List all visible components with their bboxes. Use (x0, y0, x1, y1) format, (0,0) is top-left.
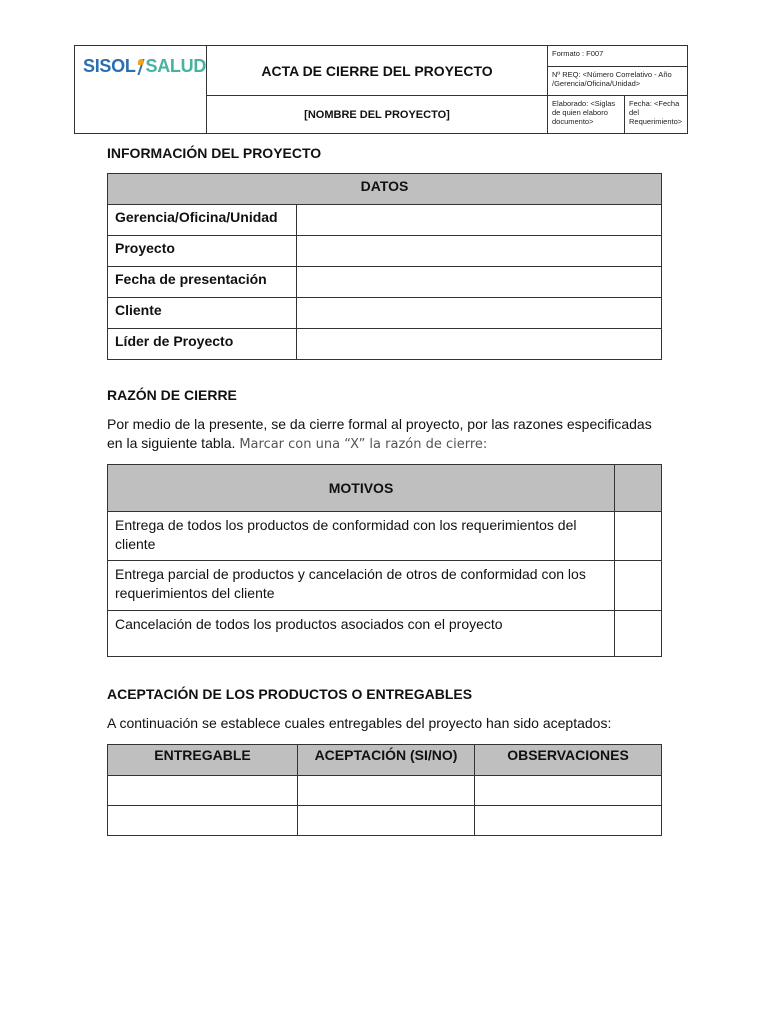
row-value[interactable] (297, 205, 662, 236)
col-header-aceptacion: ACEPTACIÓN (SI/NO) (298, 745, 475, 776)
table-row (108, 806, 662, 836)
request-number: Nº REQ: <Número Correlativo - Año /Gerencia/Oficina/Unidad> (548, 67, 688, 96)
deliverable-cell[interactable] (108, 806, 298, 836)
acceptance-cell[interactable] (298, 806, 475, 836)
document-header (74, 45, 688, 134)
deliverable-cell[interactable] (108, 776, 298, 806)
logo-text-sisol: SISOL (83, 56, 136, 76)
document-title: ACTA DE CIERRE DEL PROYECTO (207, 46, 548, 96)
reason-text: Entrega parcial de productos y cancelación de otros de conformidad con los requerimientos del cliente (108, 561, 615, 611)
row-label: Gerencia/Oficina/Unidad (108, 205, 297, 236)
razon-text: Por medio de la presente, se da cierre formal al proyecto, por las razones especificadas en la siguiente tabla. (107, 416, 652, 451)
reason-mark-cell[interactable] (615, 561, 662, 611)
observations-cell[interactable] (475, 806, 662, 836)
row-value[interactable] (297, 298, 662, 329)
razon-instruction: Marcar con una “X” la razón de cierre: (239, 437, 488, 452)
table-row (108, 329, 662, 360)
col-header-entregable: ENTREGABLE (108, 745, 298, 776)
table-header-datos: DATOS (108, 174, 662, 205)
reason-mark-cell[interactable] (615, 512, 662, 561)
row-value[interactable] (297, 329, 662, 360)
logo-cell (75, 46, 207, 134)
table-row (108, 512, 662, 561)
sisol-salud-logo (75, 46, 206, 77)
project-data-table (107, 173, 662, 360)
reason-text: Cancelación de todos los productos asociados con el proyecto (108, 611, 615, 657)
section-title-razon: RAZÓN DE CIERRE (107, 387, 237, 403)
aceptacion-paragraph: A continuación se establece cuales entregables del proyecto han sido aceptados: (107, 715, 612, 731)
deliverables-table (107, 744, 662, 836)
razon-paragraph (107, 415, 667, 454)
table-header-motivos: MOTIVOS (108, 465, 615, 512)
reason-text: Entrega de todos los productos de conformidad con los requerimientos del cliente (108, 512, 615, 561)
row-value[interactable] (297, 267, 662, 298)
table-row (108, 298, 662, 329)
observations-cell[interactable] (475, 776, 662, 806)
row-label: Líder de Proyecto (108, 329, 297, 360)
closing-reasons-table (107, 464, 662, 657)
table-row (108, 611, 662, 657)
row-label: Proyecto (108, 236, 297, 267)
section-title-info: INFORMACIÓN DEL PROYECTO (107, 145, 322, 161)
row-label: Cliente (108, 298, 297, 329)
format-code: Formato : F007 (548, 46, 688, 67)
elaborated-by: Elaborado: <Siglas de quien elaboro documento> (548, 96, 625, 134)
logo-mark-icon (137, 57, 145, 77)
table-row (108, 776, 662, 806)
mark-column-header (615, 465, 662, 512)
col-header-observaciones: OBSERVACIONES (475, 745, 662, 776)
table-row (108, 561, 662, 611)
reason-mark-cell[interactable] (615, 611, 662, 657)
logo-text-salud: SALUD (145, 56, 207, 76)
row-value[interactable] (297, 236, 662, 267)
table-row (108, 236, 662, 267)
table-row (108, 205, 662, 236)
project-name-placeholder: [NOMBRE DEL PROYECTO] (207, 96, 548, 134)
table-row (108, 267, 662, 298)
acceptance-cell[interactable] (298, 776, 475, 806)
request-date: Fecha: <Fecha del Requerimiento> (625, 96, 688, 134)
row-label: Fecha de presentación (108, 267, 297, 298)
section-title-aceptacion: ACEPTACIÓN DE LOS PRODUCTOS O ENTREGABLES (107, 686, 473, 702)
